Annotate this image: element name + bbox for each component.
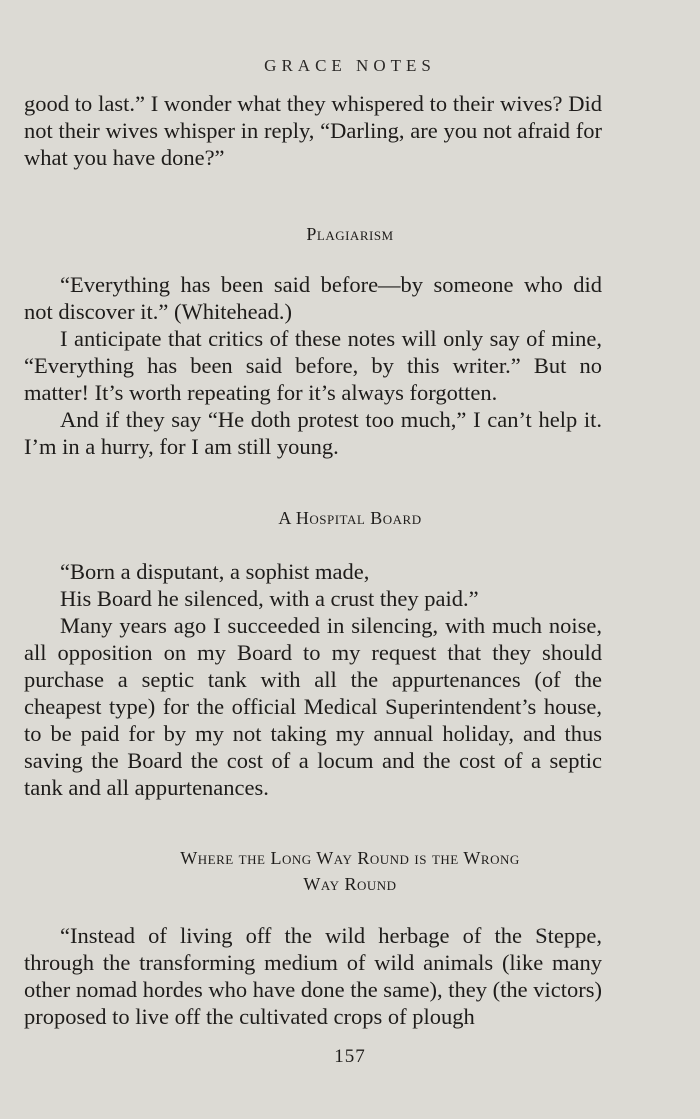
heading-hospital-board: A Hospital Board (278, 508, 422, 528)
hospital-block (24, 612, 602, 801)
plagiarism-paragraph-3: And if they say “He doth protest too much,” I can’t help it. I’m in a hurry, for I am still young. (24, 407, 602, 459)
opening-paragraph-block (24, 90, 602, 171)
heading-long-way-line-2: Way Round (303, 874, 397, 894)
heading-plagiarism: Plagiarism (306, 224, 394, 244)
verse-line-2: His Board he silenced, with a crust they paid.” (60, 586, 479, 611)
plagiarism-paragraph-2: I anticipate that critics of these notes will only say of mine, “Everything has been said before, by this writer.” But no matter! It’s worth repeating for it’s always forgotten. (24, 326, 602, 405)
plagiarism-quote: “Everything has been said before—by someone who did not discover it.” (Whitehead.) (24, 272, 602, 324)
verse-line-1: “Born a disputant, a sophist made, (60, 559, 370, 584)
plagiarism-block (24, 271, 602, 460)
long-way-paragraph: “Instead of living off the wild herbage of the Steppe, through the transforming medium of wild animals (like many other nomad hordes who have done the same), they (the victors) proposed to live off the cultivated crops of plough (24, 923, 602, 1029)
opening-paragraph: good to last.” I wonder what they whispered to their wives? Did not their wives whisper in reply, “Darling, are you not afraid for what you have done?” (24, 91, 602, 170)
hospital-paragraph: Many years ago I succeeded in silencing, with much noise, all opposition on my Board to my request that they should purchase a septic tank with all the appurtenances (of the cheapest type) for the official Medical Superintendent’s house, to be paid for by my not taking my annual holiday, and thus saving the Board the cost of a locum and the cost of a septic tank and all appurtenances. (24, 613, 602, 800)
page-number: 157 (334, 1046, 366, 1067)
running-head: GRACE NOTES (264, 56, 436, 75)
long-way-block (24, 922, 602, 1030)
heading-long-way-line-1: Where the Long Way Round is the Wrong (180, 848, 520, 868)
